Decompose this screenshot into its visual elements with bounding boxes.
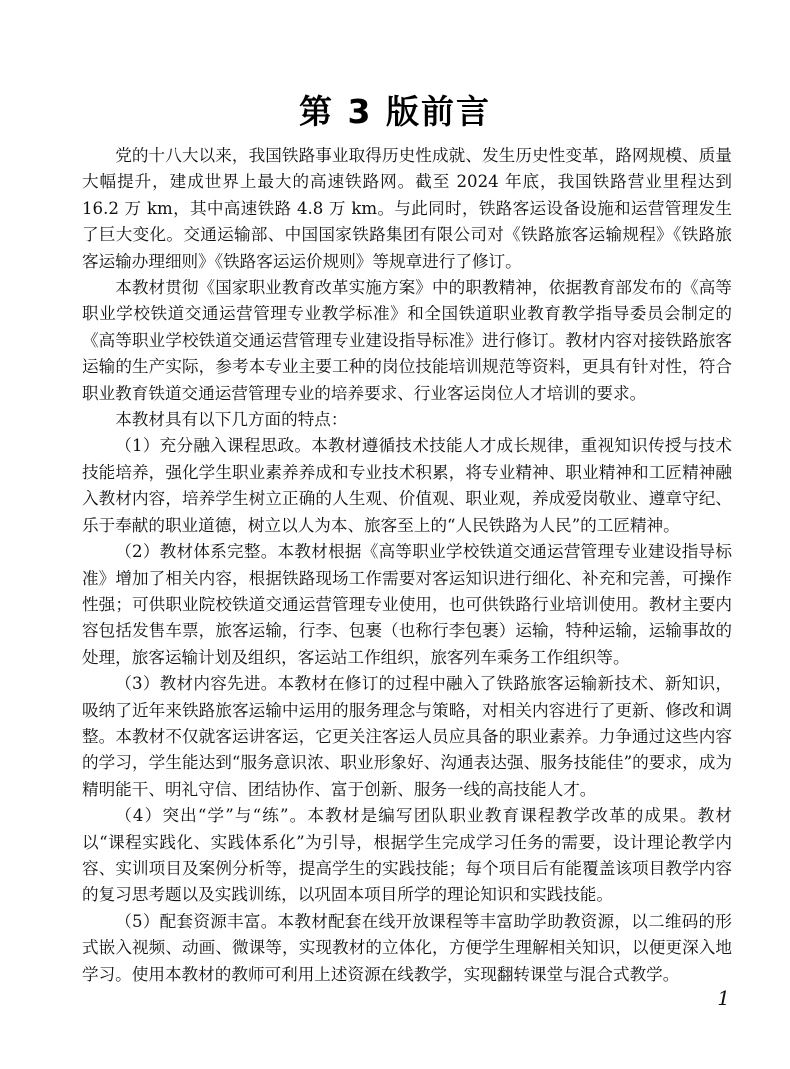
- paragraph-feature-5: （5）配套资源丰富。本教材配套在线开放课程等丰富助学助教资源，以二维码的形式嵌入视频、动画、微课等，实现教材的立体化，方便学生理解相关知识，以便更深入地学习。使用本教材的教师可利用上述资源在线教学，实现翻转课堂与混合式教学。: [82, 911, 732, 984]
- paragraph-feature-4: （4）突出“学”与“练”。本教材是编写团队职业教育课程教学改革的成果。教材以“课程实践化、实践体系化”为引导，根据学生完成学习任务的需要，设计理论教学内容、实训项目及案例分析等，提高学生的实践技能；每个项目后有能覆盖该项目教学内容的复习思考题以及实践训练，以巩固本项目所学的理论知识和实践技能。: [82, 806, 732, 905]
- paragraph-standards: 本教材贯彻《国家职业教育改革实施方案》中的职教精神，依据教育部发布的《高等职业学校铁道交通运营管理专业教学标准》和全国铁道职业教育教学指导委员会制定的《高等职业学校铁道交通运营管理专业建设指导标准》进行修订。教材内容对接铁路旅客运输的生产实际，参考本专业主要工种的岗位技能培训规范等资料，更具有针对性，符合职业教育铁道交通运营管理专业的培养要求、行业客运岗位人才培训的要求。: [82, 278, 732, 403]
- paragraph-feature-3: （3）教材内容先进。本教材在修订的过程中融入了铁路旅客运输新技术、新知识，吸纳了近年来铁路旅客运输中运用的服务理念与策略，对相关内容进行了更新、修改和调整。本教材不仅就客运讲客运，它更关注客运人员应具备的职业素养。力争通过这些内容的学习，学生能达到“服务意识浓、职业形象好、沟通表达强、服务技能佳”的要求，成为精明能干、明礼守信、团结协作、富于创新、服务一线的高技能人才。: [82, 674, 732, 799]
- paragraph-feature-2: （2）教材体系完整。本教材根据《高等职业学校铁道交通运营管理专业建设指导标准》增加了相关内容，根据铁路现场工作需要对客运知识进行细化、补充和完善，可操作性强；可供职业院校铁道交通运营管理专业使用，也可供铁路行业培训使用。教材主要内容包括发售车票，旅客运输，行李、包裹（也称行李包裹）运输，特种运输，运输事故的处理，旅客运输计划及组织，客运站工作组织，旅客列车乘务工作组织等。: [82, 542, 732, 667]
- preface-body: [82, 143, 732, 988]
- paragraph-features-lead: 本教材具有以下几方面的特点：: [115, 410, 348, 430]
- page-number: 1: [717, 986, 730, 1010]
- page-title: 第 3 版前言: [299, 92, 491, 131]
- paragraph-intro: 党的十八大以来，我国铁路事业取得历史性成就、发生历史性变革，路网规模、质量大幅提升，建成世界上最大的高速铁路网。截至 2024 年底，我国铁路营业里程达到 16.2 万 km，其中高速铁路 4.8 万 km。与此同时，铁路客运设备设施和运营管理发生了巨大变化。交通运输部、中国国家铁路集团有限公司对《铁路旅客运输规程》《铁路旅客运输办理细则》《铁路客运运价规则》等规章进行了修订。: [82, 146, 732, 271]
- paragraph-feature-1: （1）充分融入课程思政。本教材遵循技术技能人才成长规律，重视知识传授与技术技能培养，强化学生职业素养养成和专业技术积累，将专业精神、职业精神和工匠精神融入教材内容，培养学生树立正确的人生观、价值观、职业观，养成爱岗敬业、遵章守纪、乐于奉献的职业道德，树立以人为本、旅客至上的“人民铁路为人民”的工匠精神。: [82, 436, 732, 535]
